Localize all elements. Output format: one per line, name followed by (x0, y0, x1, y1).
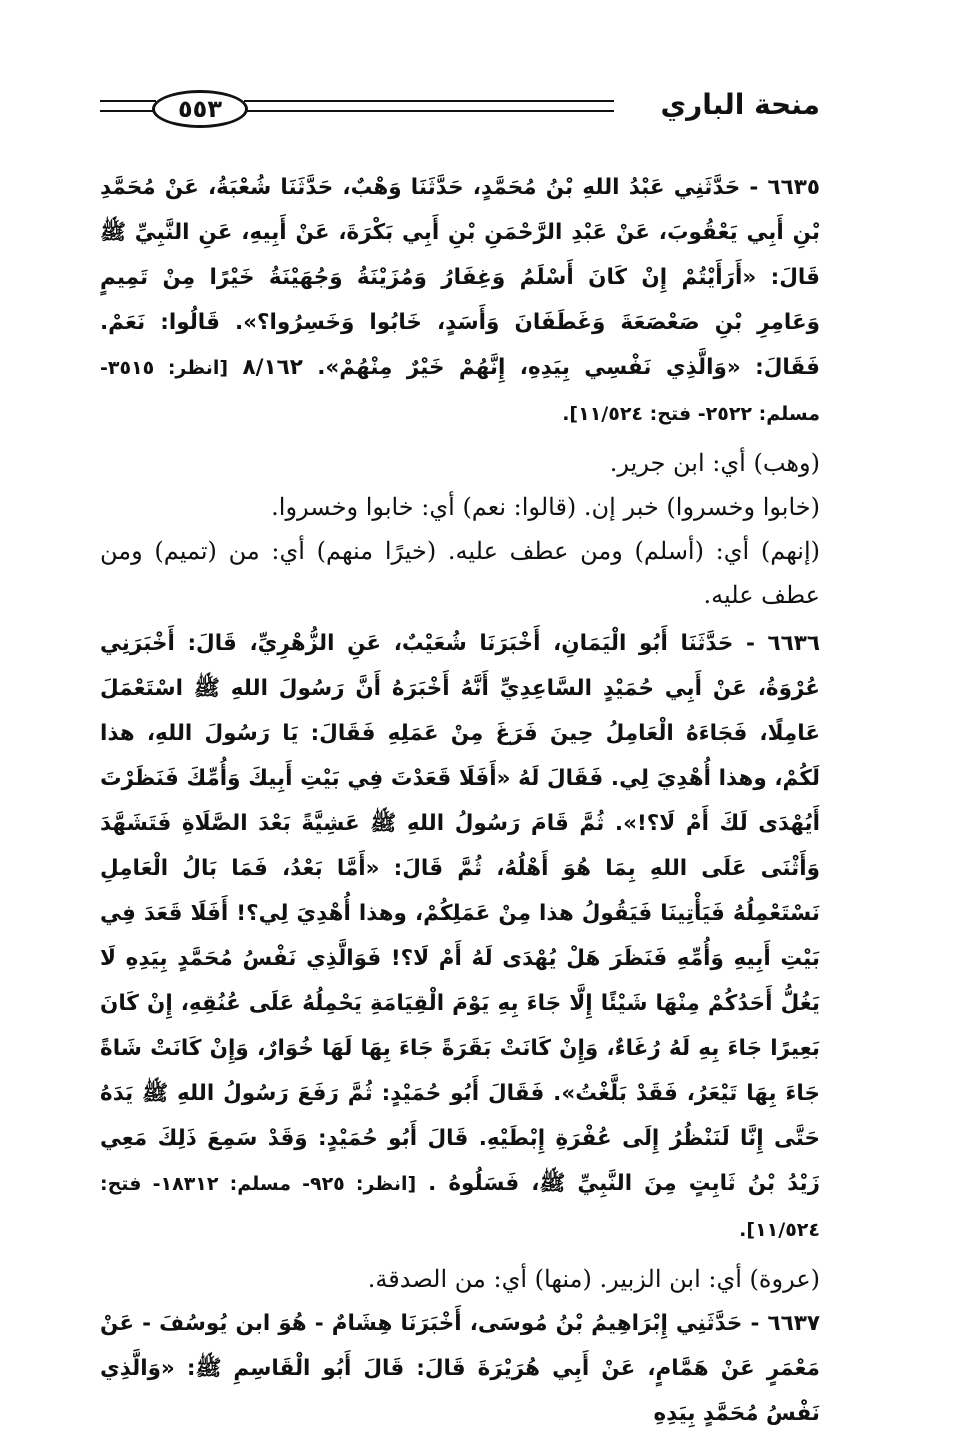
page-number (152, 90, 248, 128)
header-rule-right-top (244, 100, 614, 102)
comment-khabu: (خابوا وخسروا) خبر إن. (قالوا: نعم) أي: خابوا وخسروا. (271, 493, 820, 521)
hadith-6636-reference: [انظر: ٩٢٥- مسلم: ١٨٣١٢- فتح: ١١/٥٢٤]. (100, 1173, 820, 1241)
hadith-6636-text: ٦٦٣٦ - حَدَّثَنَا أَبُو الْيَمَانِ، أَخْبَرَنَا شُعَيْبٌ، عَنِ الزُّهْرِيِّ، قَالَ: أَخْبَرَنِي عُرْوَةُ، عَنْ أَبِي حُمَيْدٍ السَّاعِدِيِّ أَنَّهُ أَخْبَرَهُ أَنَّ رَسُولَ اللهِ ﷺ اسْتَعْمَلَ عَامِلًا، فَجَاءَهُ الْعَامِلُ حِينَ فَرَغَ مِنْ عَمَلِهِ فَقَالَ: يَا رَسُولَ اللهِ، هذا لَكُمْ، وهذا أُهْدِيَ لِي. فَقَالَ لَهُ «أَفَلَا قَعَدْتَ فِي بَيْتِ أَبِيكَ وَأُمِّكَ فَنَظَرْتَ أَيُهْدَى لَكَ أَمْ لَا؟!». ثُمَّ قَامَ رَسُولُ اللهِ ﷺ عَشِيَّةً بَعْدَ الصَّلَاةِ فَتَشَهَّدَ وَأَثْنَى عَلَى اللهِ بِمَا هُوَ أَهْلُهُ، ثُمَّ قَالَ: «أَمَّا بَعْدُ، فَمَا بَالُ الْعَامِلِ نَسْتَعْمِلُهُ فَيَأْتِينَا فَيَقُولُ هذا مِنْ عَمَلِكُمْ، وهذا أُهْدِيَ لِي؟! أَفَلَا قَعَدَ فِي بَيْتِ أَبِيهِ وَأُمِّهِ فَنَظَرَ هَلْ يُهْدَى لَهُ أَمْ لَا؟! فَوَالَّذِي نَفْسُ مُحَمَّدٍ بِيَدِهِ لَا يَغُلُّ أَحَدُكُمْ مِنْهَا شَيْئًا إِلَّا جَاءَ بِهِ يَوْمَ الْقِيَامَةِ يَحْمِلُهُ عَلَى عُنُقِهِ، إِنْ كَانَ بَعِيرًا جَاءَ بِهِ لَهُ رُغَاءٌ، وَإِنْ كَانَتْ بَقَرَةً جَاءَ بِهَا لَهَا خُوَارٌ، وَإِنْ كَانَتْ شَاةً جَاءَ بِهَا تَيْعَرُ، فَقَدْ بَلَّغْتُ». فَقَالَ أَبُو حُمَيْدٍ: ثُمَّ رَفَعَ رَسُولُ اللهِ ﷺ يَدَهُ حَتَّى إِنَّا لَنَنْظُرُ إِلَى عُفْرَةِ إِبْطَيْهِ. قَالَ أَبُو حُمَيْدٍ: وَقَدْ سَمِعَ ذَلِكَ مَعِي زَيْدُ بْنُ ثَابِتٍ مِنَ النَّبِيِّ ﷺ، فَسَلُوهُ . (100, 631, 820, 1196)
comment-innahum: (إنهم) أي: (أسلم) ومن عطف عليه. (خيرًا منهم) أي: من (تميم) ومن عطف عليه. (100, 537, 820, 609)
hadith-6635-text: ٦٦٣٥ - حَدَّثَنِي عَبْدُ اللهِ بْنُ مُحَمَّدٍ، حَدَّثَنَا وَهْبٌ، حَدَّثَنَا شُعْبَةُ، عَنْ مُحَمَّدِ بْنِ أَبِي يَعْقُوبَ، عَنْ عَبْدِ الرَّحْمَنِ بْنِ أَبِي بَكْرَةَ، عَنْ أَبِيهِ، عَنِ النَّبِيِّ ﷺ قَالَ: «أَرَأَيْتُمْ إِنْ كَانَ أَسْلَمُ وَغِفَارُ وَمُزَيْنَةُ وَجُهَيْنَةُ خَيْرًا مِنْ تَمِيمٍ وَعَامِرِ بْنِ صَعْصَعَةَ وَغَطَفَانَ وَأَسَدٍ، خَابُوا وَخَسِرُوا؟». قَالُوا: نَعَمْ. فَقَالَ: «وَالَّذِي نَفْسِي بِيَدِهِ، إِنَّهُمْ خَيْرٌ مِنْهُمْ». ٨/١٦٢ (100, 175, 820, 380)
page-body (100, 165, 820, 1436)
hadith-6635-reference: [انظر: ٣٥١٥- مسلم: ٢٥٢٢- فتح: ١١/٥٢٤]. (100, 357, 820, 425)
header-rule-left-top (100, 100, 156, 102)
hadith-6635 (100, 165, 820, 437)
hadith-6636 (100, 621, 820, 1253)
hadith-6637: ٦٦٣٧ - حَدَّثَنِي إِبْرَاهِيمُ بْنُ مُوسَى، أَخْبَرَنَا هِشَامٌ - هُوَ ابن يُوسُفَ - عَنْ مَعْمَرٍ عَنْ هَمَّامٍ، عَنْ أَبِي هُرَيْرَةَ قَالَ: قَالَ أَبُو الْقَاسِمِ ﷺ: «وَالَّذِي نَفْسُ مُحَمَّدٍ بِيَدِهِ (100, 1311, 820, 1426)
page-header (100, 84, 820, 134)
page-number-text: ٥٥٣ (178, 95, 222, 123)
comment-wahb: (وهب) أي: ابن جرير. (609, 449, 820, 477)
comment-urwa: (عروة) أي: ابن الزبير. (منها) أي: من الصدقة. (367, 1265, 820, 1293)
running-title: منحة الباري (660, 88, 820, 121)
header-rule-right-bottom (244, 110, 614, 112)
header-rule-left-bottom (100, 110, 156, 112)
